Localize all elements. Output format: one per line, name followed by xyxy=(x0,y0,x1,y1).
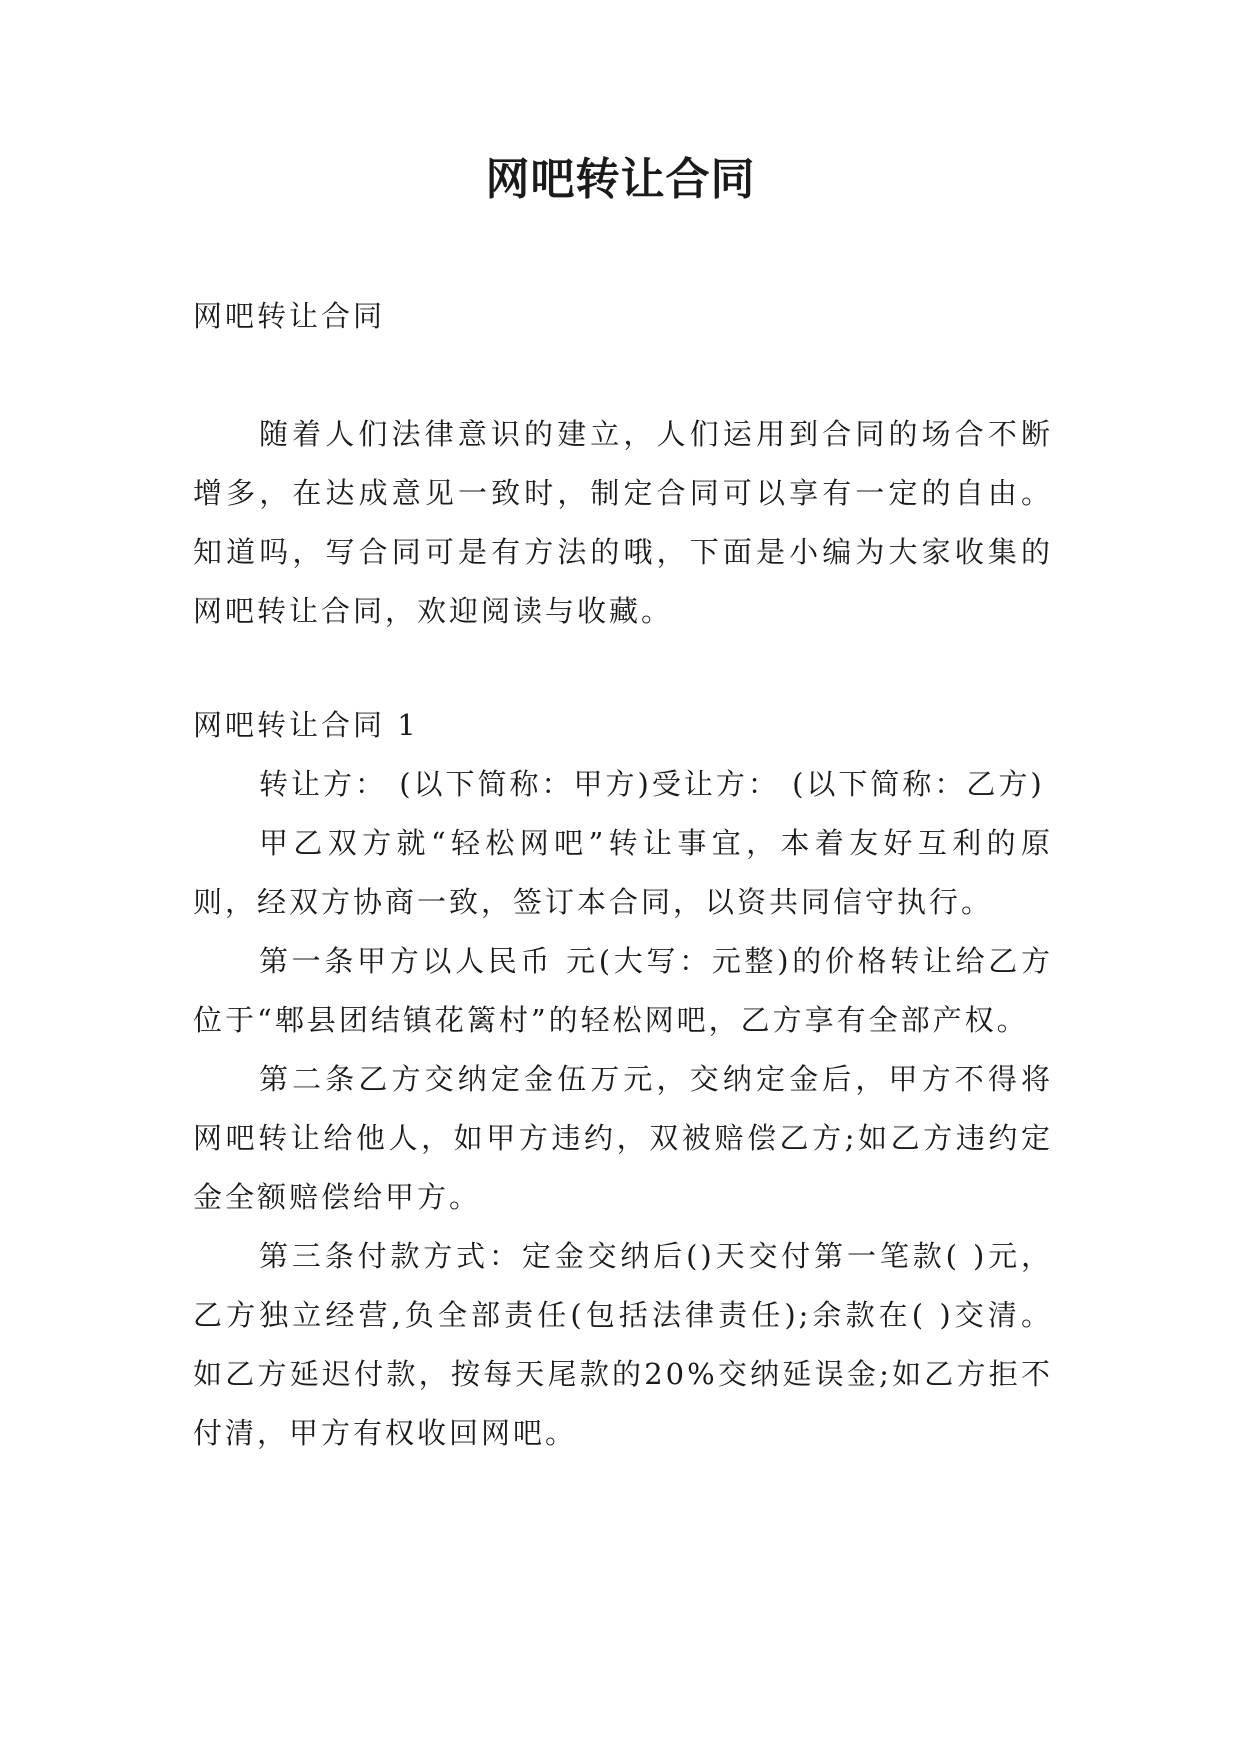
parties-paragraph: 转让方： (以下简称：甲方)受让方： (以下简称：乙方) xyxy=(259,767,1045,801)
article-1-paragraph: 第一条甲方以人民币 元(大写：元整)的价格转让给乙方位于“郫县团结镇花篱村”的轻松网吧，乙方享有全部产权。 xyxy=(193,944,1053,1037)
article-3-paragraph: 第三条付款方式：定金交纳后()天交付第一笔款( )元，乙方独立经营,负全部责任(包括法律责任);余款在( )交清。如乙方延迟付款，按每天尾款的20%交纳延误金;如乙方拒不付清，甲方有权收回网吧。 xyxy=(193,1239,1053,1450)
section-heading: 网吧转让合同 1 xyxy=(193,708,419,742)
document-body xyxy=(193,287,1053,1463)
article-2-paragraph: 第二条乙方交纳定金伍万元，交纳定金后，甲方不得将网吧转让给他人，如甲方违约，双被赔偿乙方;如乙方违约定金全额赔偿给甲方。 xyxy=(193,1062,1053,1214)
document-subtitle: 网吧转让合同 xyxy=(193,299,386,333)
document-title: 网吧转让合同 xyxy=(485,154,756,205)
preamble-paragraph: 甲乙双方就“轻松网吧”转让事宜，本着友好互利的原则，经双方协商一致，签订本合同，以资共同信守执行。 xyxy=(193,826,1053,919)
intro-paragraph: 随着人们法律意识的建立，人们运用到合同的场合不断增多，在达成意见一致时，制定合同可以享有一定的自由。知道吗，写合同可是有方法的哦，下面是小编为大家收集的网吧转让合同，欢迎阅读与收藏。 xyxy=(193,417,1053,628)
